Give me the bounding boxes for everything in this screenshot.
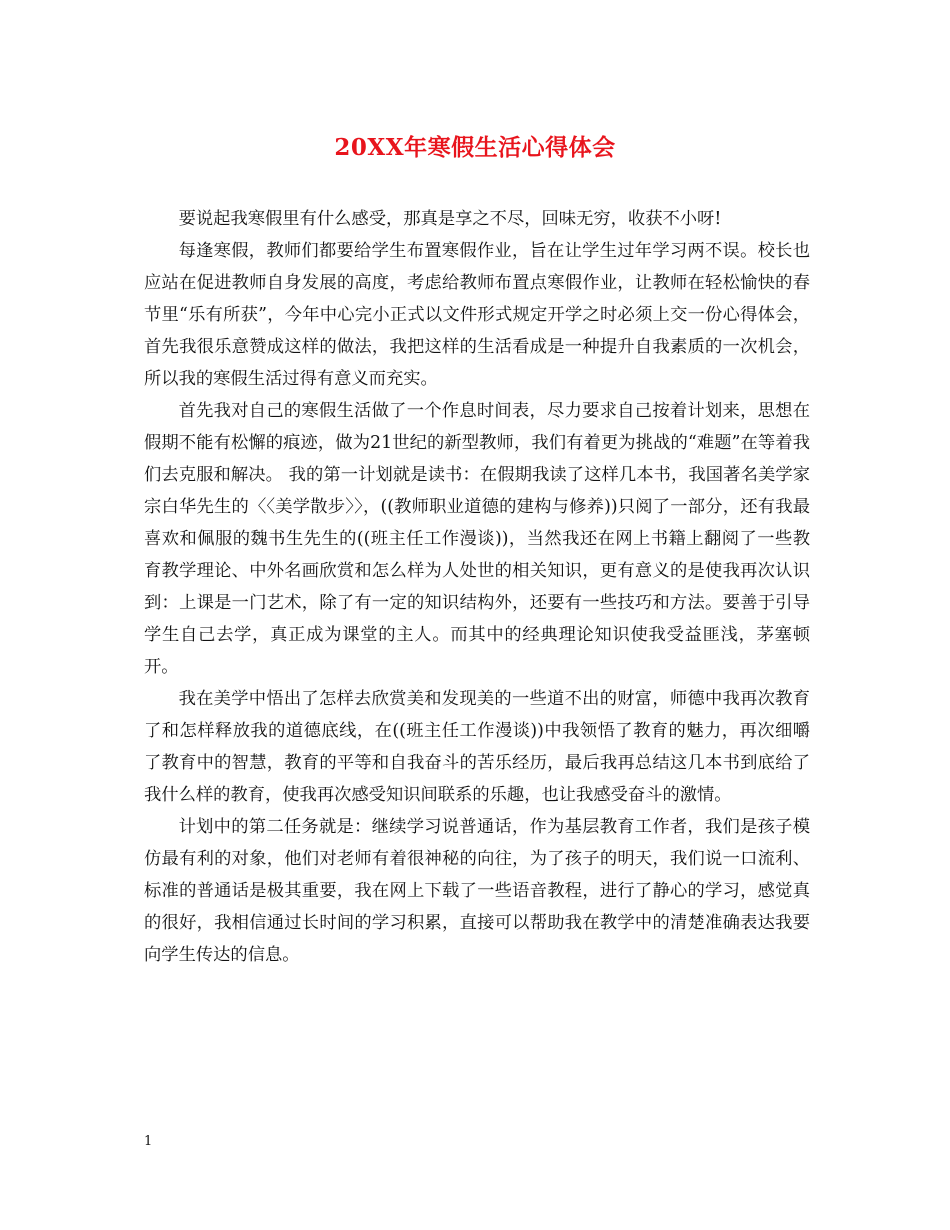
paragraph: 首先我对自己的寒假生活做了一个作息时间表，尽力要求自己按着计划来，思想在假期不能有松懈的痕迹，做为21世纪的新型教师，我们有着更为挑战的“难题”在等着我们去克服和解决。 我的第一计划就是读书：在假期我读了这样几本书，我国著名美学家宗白华先生的〈〈美学散步〉〉，((教师职业道德的建构与修养))只阅了一部分，还有我最喜欢和佩服的魏书生先生的((班主任工作漫谈))，当然我还在网上书籍上翻阅了一些教育教学理论、中外名画欣赏和怎么样为人处世的相关知识，更有意义的是使我再次认识到：上课是一门艺术，除了有一定的知识结构外，还要有一些技巧和方法。要善于引导学生自己去学，真正成为课堂的主人。而其中的经典理论知识使我受益匪浅，茅塞顿开。 [144, 401, 810, 677]
paragraph: 计划中的第二任务就是：继续学习说普通话，作为基层教育工作者，我们是孩子模仿最有利的对象，他们对老师有着很神秘的向往，为了孩子的明天，我们说一口流利、标准的普通话是极其重要，我在网上下载了一些语音教程，进行了静心的学习，感觉真的很好，我相信通过长时间的学习积累，直接可以帮助我在教学中的清楚准确表达我要向学生传达的信息。 [144, 817, 810, 965]
page-number: 1 [144, 1134, 153, 1149]
paragraph: 每逢寒假，教师们都要给学生布置寒假作业，旨在让学生过年学习两不误。校长也应站在促进教师自身发展的高度，考虑给教师布置点寒假作业，让教师在轻松愉快的春节里“乐有所获”，今年中心完小正式以文件形式规定开学之时必须上交一份心得体会，首先我很乐意赞成这样的做法，我把这样的生活看成是一种提升自我素质的一次机会，所以我的寒假生活过得有意义而充实。 [144, 241, 810, 389]
document-body [144, 203, 810, 971]
paragraph: 我在美学中悟出了怎样去欣赏美和发现美的一些道不出的财富，师德中我再次教育了和怎样释放我的道德底线，在((班主任工作漫谈))中我领悟了教育的魅力，再次细嚼了教育中的智慧，教育的平等和自我奋斗的苦乐经历，最后我再总结这几本书到底给了我什么样的教育，使我再次感受知识间联系的乐趣，也让我感受奋斗的激情。 [144, 689, 810, 805]
paragraph: 要说起我寒假里有什么感受，那真是享之不尽，回味无穷，收获不小呀! [178, 209, 722, 229]
document-title: 20XX年寒假生活心得体会 [334, 134, 616, 161]
